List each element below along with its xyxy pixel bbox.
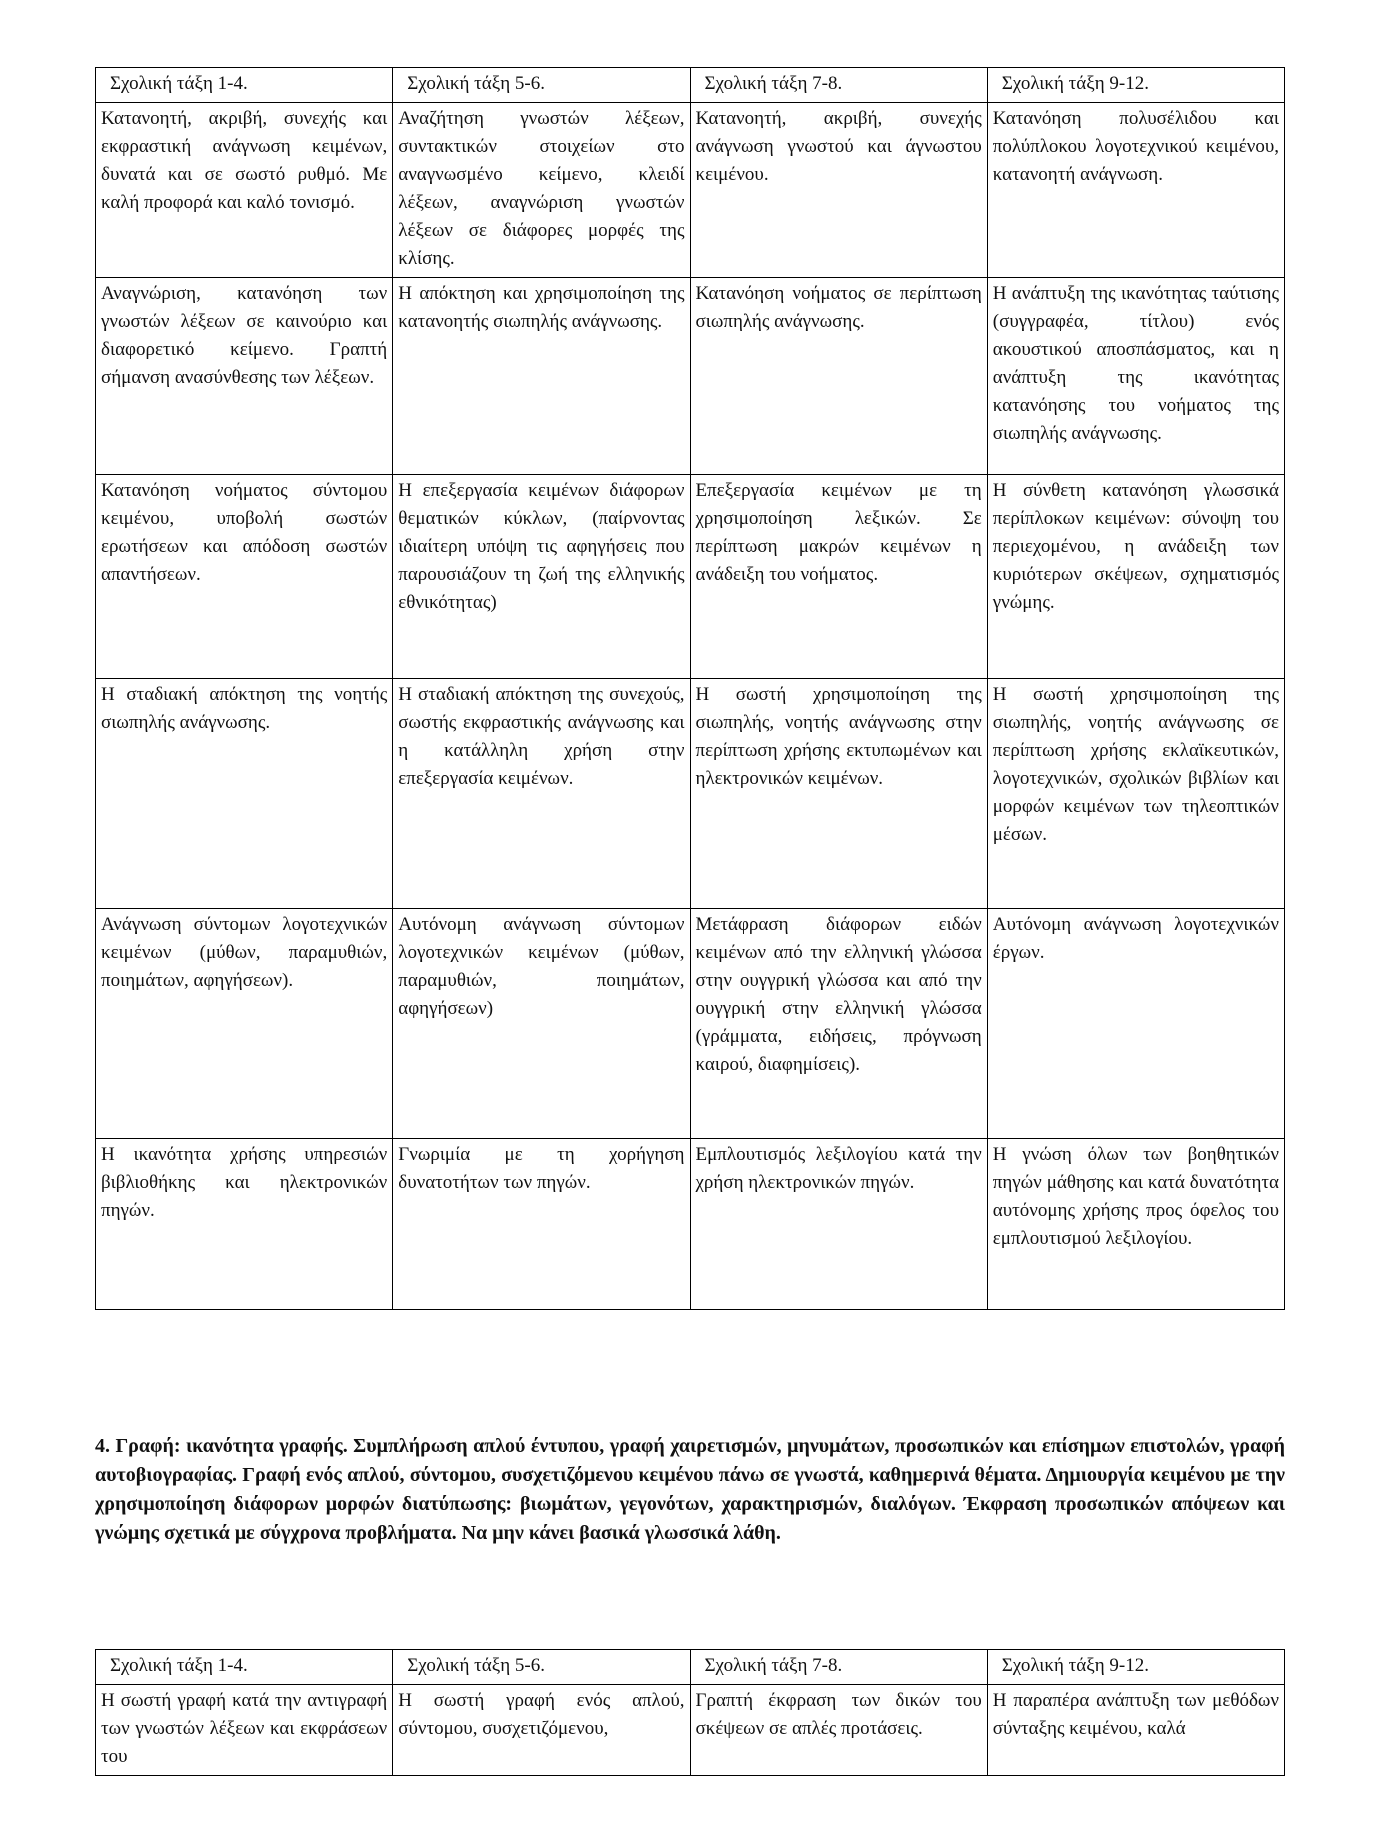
table-cell: Η σωστή γραφή κατά την αντιγραφή των γνωστών λέξεων και εκφράσεων του bbox=[96, 1685, 393, 1776]
table-cell: Η επεξεργασία κειμένων διάφορων θεματικών κύκλων, (παίρνοντας ιδιαίτερη υπόψη τις αφηγήσεις που παρουσιάζουν τη ζωή της ελληνικής εθνικότητας) bbox=[393, 475, 690, 679]
header-grade-9-12: Σχολική τάξη 9-12. bbox=[987, 1650, 1284, 1685]
header-grade-5-6: Σχολική τάξη 5-6. bbox=[393, 1650, 690, 1685]
table-cell: Η ικανότητα χρήσης υπηρεσιών βιβλιοθήκης και ηλεκτρονικών πηγών. bbox=[96, 1139, 393, 1310]
header-grade-1-4: Σχολική τάξη 1-4. bbox=[96, 68, 393, 103]
table-row bbox=[96, 909, 1285, 1139]
table-cell: Μετάφραση διάφορων ειδών κειμένων από την ελληνική γλώσσα στην ουγγρική γλώσσα και από την ουγγρική στην ελληνική γλώσσα (γράμματα, ειδήσεις, πρόγνωση καιρού, διαφημίσεις). bbox=[690, 909, 987, 1139]
table-row bbox=[96, 1139, 1285, 1310]
table-cell: Γραπτή έκφραση των δικών του σκέψεων σε απλές προτάσεις. bbox=[690, 1685, 987, 1776]
table-row bbox=[96, 1685, 1285, 1776]
header-grade-5-6: Σχολική τάξη 5-6. bbox=[393, 68, 690, 103]
table-cell: Εμπλουτισμός λεξιλογίου κατά την χρήση ηλεκτρονικών πηγών. bbox=[690, 1139, 987, 1310]
section-4-writing: 4. Γραφή: ικανότητα γραφής. Συμπλήρωση απλού έντυπου, γραφή χαιρετισμών, μηνυμάτων, προσωπικών και επίσημων επιστολών, γραφή αυτοβιογραφίας. Γραφή ενός απλού, σύντομου, συσχετιζόμενου κειμένου πάνω σε γνωστά, καθημερινά θέματα. Δημιουργία κειμένου με την χρησιμοποίηση διάφορων μορφών διατύπωσης: βιωμάτων, γεγονότων, χαρακτηρισμών, διαλόγων. Έκφραση προσωπικών απόψεων και γνώμης σχετικά με σύγχρονα προβλήματα. Να μην κάνει βασικά γλωσσικά λάθη. bbox=[95, 1435, 1285, 1544]
table-cell: Η σύνθετη κατανόηση γλωσσικά περίπλοκων κειμένων: σύνοψη του περιεχομένου, η ανάδειξη των κυριότερων σκέψεων, σχηματισμός γνώμης. bbox=[987, 475, 1284, 679]
table-cell: Κατανόηση νοήματος σε περίπτωση σιωπηλής ανάγνωσης. bbox=[690, 278, 987, 475]
table-cell: Η σωστή χρησιμοποίηση της σιωπηλής, νοητής ανάγνωσης σε περίπτωση χρήσης εκλαϊκευτικών, λογοτεχνικών, σχολικών βιβλίων και μορφών κειμένων των τηλεοπτικών μέσων. bbox=[987, 679, 1284, 909]
table-cell: Γνωριμία με τη χορήγηση δυνατοτήτων των πηγών. bbox=[393, 1139, 690, 1310]
header-grade-7-8: Σχολική τάξη 7-8. bbox=[690, 1650, 987, 1685]
table-cell: Η σωστή χρησιμοποίηση της σιωπηλής, νοητής ανάγνωσης στην περίπτωση χρήσης εκτυπωμένων και ηλεκτρονικών κειμένων. bbox=[690, 679, 987, 909]
table-row bbox=[96, 278, 1285, 475]
header-grade-7-8: Σχολική τάξη 7-8. bbox=[690, 68, 987, 103]
writing-skills-table bbox=[95, 1649, 1285, 1776]
table-header-row bbox=[96, 68, 1285, 103]
table-cell: Κατανόηση νοήματος σύντομου κειμένου, υποβολή σωστών ερωτήσεων και απόδοση σωστών απαντήσεων. bbox=[96, 475, 393, 679]
table-row bbox=[96, 475, 1285, 679]
table-cell: Η παραπέρα ανάπτυξη των μεθόδων σύνταξης κειμένου, καλά bbox=[987, 1685, 1284, 1776]
header-grade-1-4: Σχολική τάξη 1-4. bbox=[96, 1650, 393, 1685]
table-cell: Η γνώση όλων των βοηθητικών πηγών μάθησης και κατά δυνατότητα αυτόνομης χρήσης προς όφελος του εμπλουτισμού λεξιλογίου. bbox=[987, 1139, 1284, 1310]
table-cell: Κατανοητή, ακριβή, συνεχής ανάγνωση γνωστού και άγνωστου κειμένου. bbox=[690, 103, 987, 278]
table-header-row bbox=[96, 1650, 1285, 1685]
table-cell: Η απόκτηση και χρησιμοποίηση της κατανοητής σιωπηλής ανάγνωσης. bbox=[393, 278, 690, 475]
table-cell: Επεξεργασία κειμένων με τη χρησιμοποίηση λεξικών. Σε περίπτωση μακρών κειμένων η ανάδειξη του νοήματος. bbox=[690, 475, 987, 679]
header-grade-9-12: Σχολική τάξη 9-12. bbox=[987, 68, 1284, 103]
table-cell: Αναγνώριση, κατανόηση των γνωστών λέξεων σε καινούριο και διαφορετικό κείμενο. Γραπτή σήμανση ανασύνθεσης των λέξεων. bbox=[96, 278, 393, 475]
reading-skills-table bbox=[95, 67, 1285, 1310]
table-cell: Αυτόνομη ανάγνωση σύντομων λογοτεχνικών κειμένων (μύθων, παραμυθιών, ποιημάτων, αφηγήσεων) bbox=[393, 909, 690, 1139]
table-row bbox=[96, 679, 1285, 909]
table-cell: Η σταδιακή απόκτηση της συνεχούς, σωστής εκφραστικής ανάγνωσης και η κατάλληλη χρήση στην επεξεργασία κειμένων. bbox=[393, 679, 690, 909]
table-cell: Η σωστή γραφή ενός απλού, σύντομου, συσχετιζόμενου, bbox=[393, 1685, 690, 1776]
table-cell: Η ανάπτυξη της ικανότητας ταύτισης (συγγραφέα, τίτλου) ενός ακουστικού αποσπάσματος, και η ανάπτυξη της ικανότητας κατανόησης του νοήματος της σιωπηλής ανάγνωσης. bbox=[987, 278, 1284, 475]
table-cell: Κατανοητή, ακριβή, συνεχής και εκφραστική ανάγνωση κειμένων, δυνατά και σε σωστό ρυθμό. Με καλή προφορά και καλό τονισμό. bbox=[96, 103, 393, 278]
table-cell: Αναζήτηση γνωστών λέξεων, συντακτικών στοιχείων στο αναγνωσμένο κείμενο, κλειδί λέξεων, αναγνώριση γνωστών λέξεων σε διάφορες μορφές της κλίσης. bbox=[393, 103, 690, 278]
table-row bbox=[96, 103, 1285, 278]
table-cell: Κατανόηση πολυσέλιδου και πολύπλοκου λογοτεχνικού κειμένου, κατανοητή ανάγνωση. bbox=[987, 103, 1284, 278]
table-cell: Αυτόνομη ανάγνωση λογοτεχνικών έργων. bbox=[987, 909, 1284, 1139]
table-cell: Ανάγνωση σύντομων λογοτεχνικών κειμένων (μύθων, παραμυθιών, ποιημάτων, αφηγήσεων). bbox=[96, 909, 393, 1139]
table-cell: Η σταδιακή απόκτηση της νοητής σιωπηλής ανάγνωσης. bbox=[96, 679, 393, 909]
